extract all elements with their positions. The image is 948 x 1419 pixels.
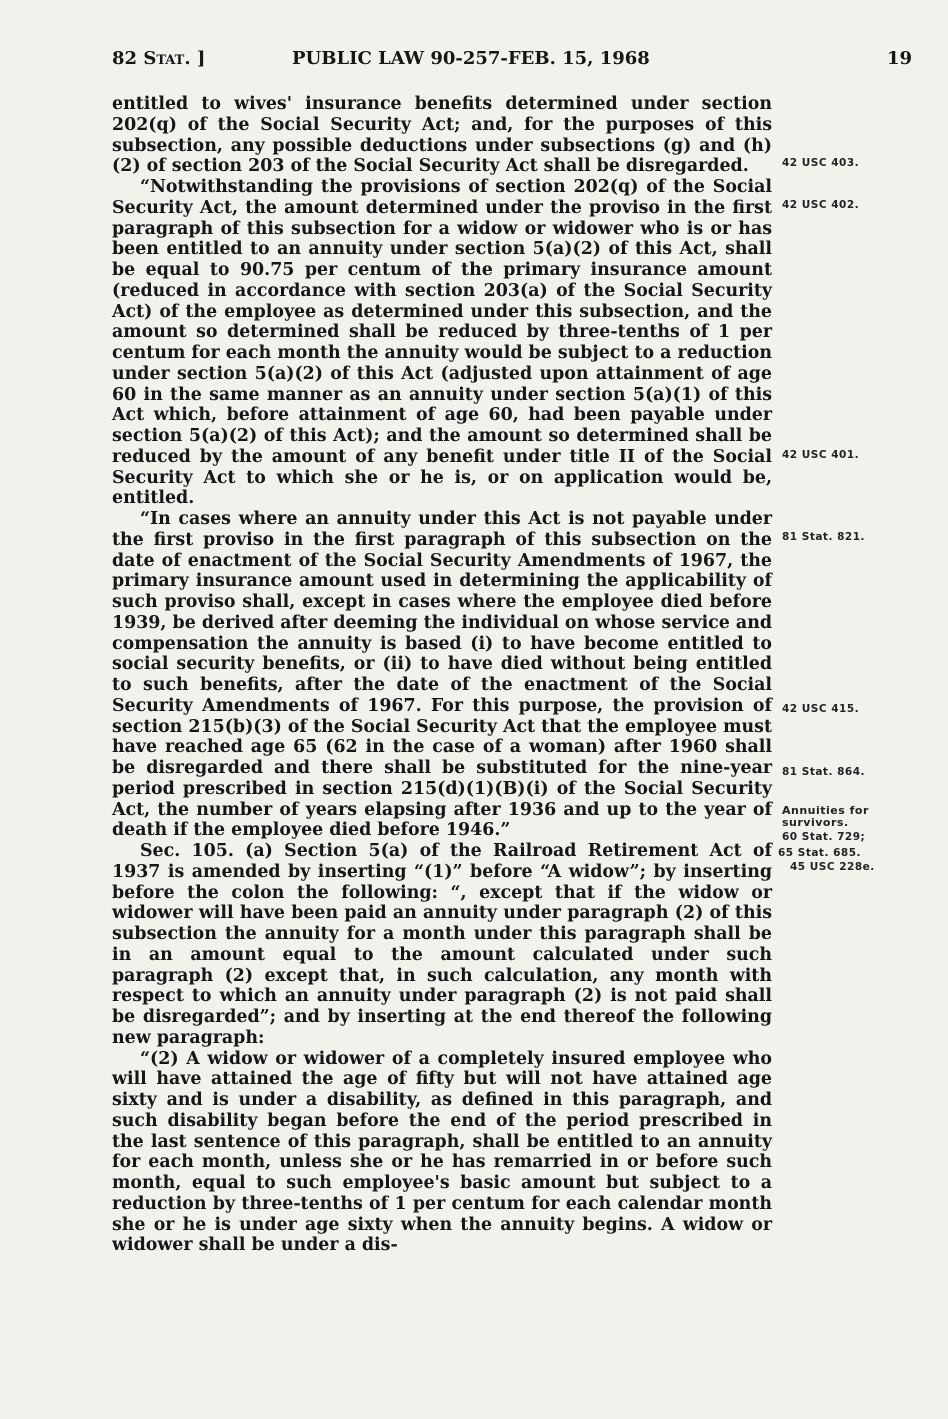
paragraph-4-section-105: Sec. 105. (a) Section 5(a) of the Railroad Retirement Act of 1937 is amended by inserting “(1)” before “A widow”; by inserting before the colon the following: “, except that if the widow or widower will have been paid an annuity under paragraph (2) of this subsection the annuity for a month under this paragraph shall be in an amount equal to the amount calculated under such paragraph (2) except that, in such calculation, any month with respect to which an annuity under paragraph (2) is not paid shall be disregarded”; and by inserting at the end thereof the following new paragraph:	[112, 841, 772, 1048]
body-text	[112, 94, 772, 1256]
margin-note-81-stat-821: 81 Stat. 821.	[782, 531, 866, 543]
margin-note-42-usc-415: 42 USC 415.	[782, 703, 860, 715]
margin-note-81-stat-864: 81 Stat. 864.	[782, 766, 866, 778]
margin-note-annuities-for-survivors: Annuities for survivors.	[782, 804, 869, 829]
volume-reference: 82 Stat. ]	[112, 48, 206, 69]
margin-note-42-usc-403: 42 USC 403.	[782, 157, 860, 169]
margin-note-45-usc-228e: 45 USC 228e.	[790, 861, 875, 873]
margin-note-60-stat-729: 60 Stat. 729;	[782, 831, 866, 843]
paragraph-2: “Notwithstanding the provisions of section 202(q) of the Social Security Act, the amount determined under the proviso in the first paragraph of this subsection for a widow or widower who is or has been entitled to an annuity under section 5(a)(2) of this Act, shall be equal to 90.75 per centum of the primary insurance amount (reduced in accordance with section 203(a) of the Social Security Act) of the employee as determined under this subsection, and the amount so determined shall be reduced by three-tenths of 1 per centum for each month the annuity would be subject to a reduction under section 5(a)(2) of this Act (adjusted upon attainment of age 60 in the same manner as an annuity under section 5(a)(1) of this Act which, before attainment of age 60, had been payable under section 5(a)(2) of this Act); and the amount so determined shall be reduced by the amount of any benefit under title II of the Social Security Act to which she or he is, or on application would be, entitled.	[112, 177, 772, 509]
paragraph-3: “In cases where an annuity under this Act is not payable under the first proviso in the first paragraph of this subsection on the date of enactment of the Social Security Amendments of 1967, the primary insurance amount used in determining the applicability of such proviso shall, except in cases where the employee died before 1939, be derived after deeming the individual on whose service and compensation the annuity is based (i) to have become entitled to social security benefits, or (ii) to have died without being entitled to such benefits, after the date of the enactment of the Social Security Amendments of 1967. For this purpose, the provision of section 215(b)(3) of the Social Security Act that the employee must have reached age 65 (62 in the case of a woman) after 1960 shall be disregarded and there shall be substituted for the nine-year period prescribed in section 215(d)(1)(B)(i) of the Social Security Act, the number of years elapsing after 1936 and up to the year of death if the employee died before 1946.”	[112, 509, 772, 841]
paragraph-1: entitled to wives' insurance benefits determined under section 202(q) of the Social Security Act; and, for the purposes of this subsection, any possible deductions under subsections (g) and (h)(2) of section 203 of the Social Security Act shall be disregarded.	[112, 94, 772, 177]
paragraph-5: “(2) A widow or widower of a completely insured employee who will have attained the age of fifty but will not have attained age sixty and is under a disability, as defined in this paragraph, and such disability began before the end of the period prescribed in the last sentence of this paragraph, shall be entitled to an annuity for each month, unless she or he has remarried in or before such month, equal to such employee's basic amount but subject to a reduction by three-tenths of 1 per centum for each calendar month she or he is under age sixty when the annuity begins. A widow or widower shall be under a dis-	[112, 1048, 772, 1256]
page-header	[112, 48, 912, 76]
margin-note-65-stat-685: 65 Stat. 685.	[778, 847, 862, 859]
margin-note-42-usc-402: 42 USC 402.	[782, 199, 860, 211]
margin-note-42-usc-401: 42 USC 401.	[782, 449, 860, 461]
page-number: 19	[886, 48, 912, 69]
running-title: PUBLIC LAW 90-257-FEB. 15, 1968	[292, 48, 650, 69]
